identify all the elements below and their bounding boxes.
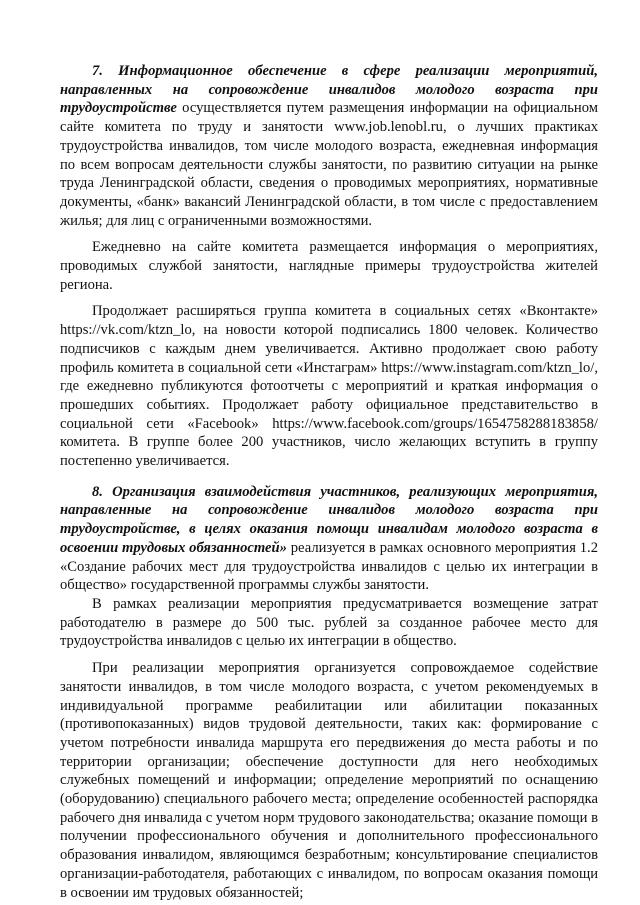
section-8-paragraph-3: При реализации мероприятия организуется сопровождаемое содействие занятости инвалидов, в том числе молодого возраста, с учетом рекомендуемых в индивидуальной программе реабилитации или абилитации показанных (противопоказанных) видов трудовой деятельности, таких как: формирование с учетом потребности инвалида маршрута его передвижения до места работы и по территории организации; обеспечение доступности для него необходимых служебных помещений и информации; определение мероприятий по оснащению (оборудованию) специального рабочего места; определение особенностей распорядка рабочего дня инвалида с учетом норм трудового законодательства; оказание помощи в получении профессионального обучения и дополнительного профессионального образования инвалидом, являющимся безработным; консультирование специалистов организации-работодателя, работающих с инвалидом, по вопросам оказания помощи в освоении им трудовых обязанностей; <box>60 660 598 901</box>
section-8-paragraph-1 <box>60 483 598 595</box>
section-8-heading: 8. Организация взаимодействия участников, реализующих мероприятия, направленные на сопровождение инвалидов молодого возраста при трудоустройстве, в целях оказания помощи инвалидам молодого возраста в освоении трудовых обязанностей» <box>60 483 598 556</box>
section-8-paragraph-1-body: реализуется в рамках основного мероприятия 1.2 «Создание рабочих мест для трудоустройства инвалидов с целью их интеграции в общество» государственной программы службы занятости. <box>60 539 598 594</box>
section-7-paragraph-2: Ежедневно на сайте комитета размещается информация о мероприятиях, проводимых службой занятости, наглядные примеры трудоустройства жителей региона. <box>60 239 598 293</box>
section-8-paragraph-2: В рамках реализации мероприятия предусматривается возмещение затрат работодателю в размере до 500 тыс. рублей за созданное рабочее место для трудоустройства инвалидов с целью их интеграции в общество. <box>60 595 598 650</box>
section-7-paragraph-1-body: осуществляется путем размещения информации на официальном сайте комитета по труду и занятости www.job.lenobl.ru, о лучших практиках трудоустройства инвалидов, том числе молодого возраста, ежедневная информация по всем вопросам деятельности службы занятости, по развитию ситуации на рынке труда Ленинградской области, сведения о проводимых мероприятиях, нормативные документы, «банк» вакансий Ленинградской области, в том числе с предоставлением жилья; для лиц с ограниченными возможностями. <box>60 100 598 229</box>
section-7-heading: 7. Информационное обеспечение в сфере реализации мероприятий, направленных на сопровождение инвалидов молодого возраста при трудоустройстве <box>60 63 598 117</box>
section-7-paragraph-3: Продолжает расширяться группа комитета в социальных сетях «Вконтакте» https://vk.com/ktzn_lo, на новости которой подписались 1800 человек. Количество подписчиков с каждым днем увеличивается. Активно продолжает свою работу профиль комитета в социальной сети «Инстаграм» https://www.instagram.com/ktzn_lo/, где ежедневно публикуются фотоотчеты с мероприятий и краткая информация о прошедших событиях. Продолжает работу официальное представительство в социальной сети «Facebook» https://www.facebook.com/groups/1654758288183858/комитета. В группе более 200 участников, число желающих вступить в группу постепенно увеличивается. <box>60 303 598 470</box>
section-7-paragraph-1 <box>60 62 598 230</box>
